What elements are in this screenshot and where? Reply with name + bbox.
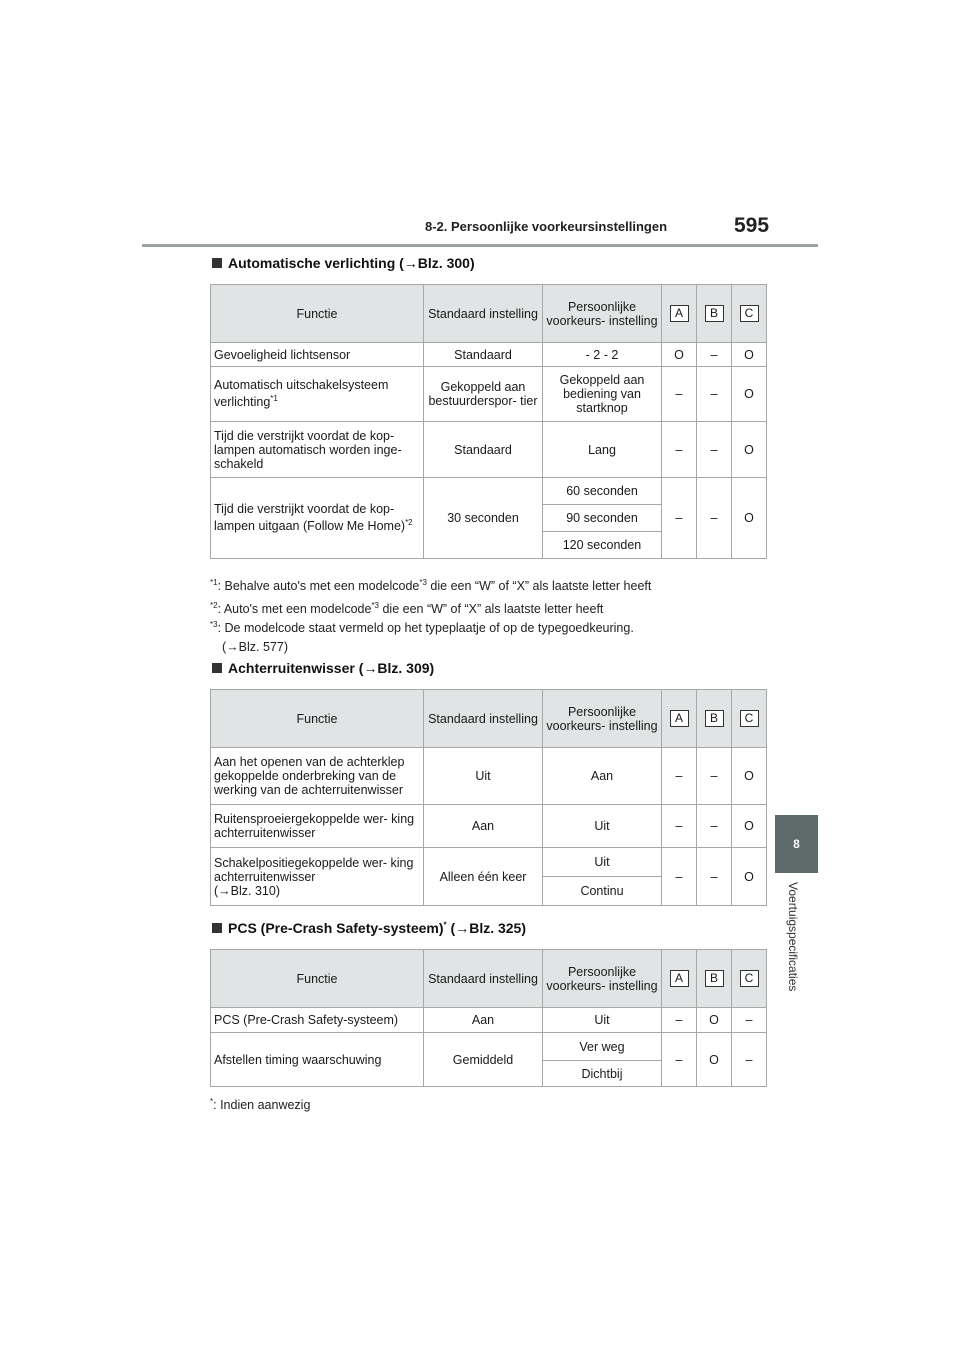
col-header-standaard: Standaard instelling (424, 950, 543, 1008)
bullet-square-icon (212, 663, 222, 673)
cell-b: – (697, 422, 732, 478)
footnote-2 (210, 601, 603, 616)
settings-table-auto-lights (210, 284, 767, 559)
function-text: Tijd die verstrijkt voordat de kop- lampen uitgaan (Follow Me Home) (214, 502, 406, 534)
cell-custom: Dichtbij (543, 1061, 662, 1087)
section-header: 8-2. Persoonlijke voorkeursinstellingen (425, 219, 668, 234)
section-heading-pcs (212, 920, 526, 936)
table-row (211, 422, 767, 478)
cell-c: – (732, 1033, 767, 1087)
cell-custom: 120 seconden (543, 532, 662, 559)
col-b-box: B (705, 710, 724, 727)
cell-b: – (697, 367, 732, 422)
cell-default: Standaard (424, 343, 543, 367)
function-text: Automatisch uitschakelsysteem verlichting (214, 378, 389, 410)
col-header-a (662, 690, 697, 748)
col-header-persoonlijk: Persoonlijke voorkeurs- instelling (543, 690, 662, 748)
col-header-standaard: Standaard instelling (424, 285, 543, 343)
cell-function: Tijd die verstrijkt voordat de kop- lampen automatisch worden inge- schakeld (211, 422, 424, 478)
footnote-mark: * (210, 1097, 214, 1106)
cell-custom: Uit (543, 805, 662, 848)
cell-a: – (662, 848, 697, 906)
col-header-a (662, 950, 697, 1008)
cell-function (211, 848, 424, 906)
cell-custom: Continu (543, 877, 662, 906)
col-header-functie: Functie (211, 285, 424, 343)
cell-a: – (662, 1033, 697, 1087)
cell-custom: 90 seconden (543, 505, 662, 532)
footnote-text: : Behalve auto's met een modelcode (217, 579, 420, 594)
cell-c: O (732, 805, 767, 848)
table-header-row (211, 690, 767, 748)
bullet-square-icon (212, 923, 222, 933)
footnote-text: : De modelcode staat vermeld op het typeplaatje of op de typegoedkeuring. (217, 621, 634, 636)
cell-custom: Gekoppeld aan bediening van startknop (543, 367, 662, 422)
col-header-a (662, 285, 697, 343)
section-heading-auto-lights (212, 255, 475, 271)
section-title: Automatische verlichting (→Blz. 300) (228, 255, 475, 271)
cell-default: Aan (424, 805, 543, 848)
cell-c: O (732, 848, 767, 906)
col-b-box: B (705, 970, 724, 987)
col-c-box: C (740, 710, 759, 727)
footnote-mark: *2 (210, 601, 218, 610)
cell-custom: Uit (543, 848, 662, 877)
table-row (211, 367, 767, 422)
settings-table-pcs (210, 949, 767, 1087)
footnote-text: : Indien aanwezig (213, 1098, 311, 1113)
col-header-b (697, 690, 732, 748)
footnote-text: : Auto's met een modelcode (217, 602, 372, 617)
cell-b: O (697, 1033, 732, 1087)
table-row (211, 848, 767, 877)
function-ref: (→Blz. 310) (214, 883, 280, 898)
cell-c: O (732, 478, 767, 559)
col-header-functie: Functie (211, 690, 424, 748)
chapter-label: Voertuigspecificaties (786, 882, 800, 992)
col-c-box: C (740, 305, 759, 322)
cell-a: – (662, 422, 697, 478)
footnote-3 (210, 620, 634, 635)
cell-default: Gemiddeld (424, 1033, 543, 1087)
footnote-text: die een “W” of “X” als laatste letter heeft (426, 579, 652, 594)
cell-function: Afstellen timing waarschuwing (211, 1033, 424, 1087)
page-number: 595 (734, 214, 770, 237)
section-heading-rear-wiper (212, 660, 434, 676)
footnote-ref: *3 (419, 578, 427, 587)
footnote-ref: *2 (405, 518, 413, 528)
col-c-box: C (740, 970, 759, 987)
table-row (211, 1008, 767, 1033)
footnote-ref: *3 (371, 601, 379, 610)
col-b-box: B (705, 305, 724, 322)
chapter-label-wrap (786, 882, 806, 1022)
footnote-mark: *3 (210, 620, 218, 629)
section-title: Achterruitenwisser (→Blz. 309) (228, 660, 435, 676)
header-rule (142, 244, 818, 247)
cell-custom: Aan (543, 748, 662, 805)
cell-b: – (697, 478, 732, 559)
footnote-mark: *1 (210, 578, 218, 587)
cell-b: – (697, 748, 732, 805)
cell-default: Aan (424, 1008, 543, 1033)
cell-custom: Lang (543, 422, 662, 478)
cell-default: 30 seconden (424, 478, 543, 559)
cell-a: O (662, 343, 697, 367)
section-title: PCS (Pre-Crash Safety-systeem) (228, 920, 444, 936)
table-row (211, 1033, 767, 1061)
cell-function (211, 478, 424, 559)
cell-default: Standaard (424, 422, 543, 478)
cell-function: PCS (Pre-Crash Safety-systeem) (211, 1008, 424, 1033)
footnote-text: die een “W” of “X” als laatste letter heeft (379, 602, 604, 617)
cell-function: Ruitensproeiergekoppelde wer- king achterruitenwisser (211, 805, 424, 848)
col-header-c (732, 690, 767, 748)
cell-custom: 60 seconden (543, 478, 662, 505)
cell-custom: Uit (543, 1008, 662, 1033)
footnote-ref: * (443, 920, 447, 930)
footnote-1 (210, 578, 651, 593)
cell-custom: Ver weg (543, 1033, 662, 1061)
col-header-functie: Functie (211, 950, 424, 1008)
cell-c: O (732, 748, 767, 805)
function-text: Schakelpositiegekoppelde wer- king achterruitenwisser (214, 855, 414, 884)
col-a-box: A (670, 710, 689, 727)
cell-default: Alleen één keer (424, 848, 543, 906)
bullet-square-icon (212, 258, 222, 268)
cell-b: – (697, 805, 732, 848)
cell-b: O (697, 1008, 732, 1033)
cell-a: – (662, 805, 697, 848)
cell-function: Aan het openen van de achterklep gekoppelde onderbreking van de werking van de achterruitenwisser (211, 748, 424, 805)
col-header-c (732, 950, 767, 1008)
col-a-box: A (670, 305, 689, 322)
cell-c: O (732, 422, 767, 478)
cell-default: Gekoppeld aan bestuurderspor- tier (424, 367, 543, 422)
footnote-3-line2: (→Blz. 577) (222, 640, 288, 654)
cell-custom: - 2 - 2 (543, 343, 662, 367)
table-header-row (211, 950, 767, 1008)
settings-table-rear-wiper (210, 689, 767, 906)
cell-function (211, 367, 424, 422)
table-row (211, 478, 767, 505)
cell-function: Gevoeligheid lichtsensor (211, 343, 424, 367)
cell-a: – (662, 367, 697, 422)
cell-a: – (662, 1008, 697, 1033)
table-row (211, 343, 767, 367)
table-row (211, 748, 767, 805)
chapter-tab: 8 (775, 815, 818, 873)
section-ref: (→Blz. 325) (446, 920, 527, 936)
cell-b: – (697, 343, 732, 367)
col-header-standaard: Standaard instelling (424, 690, 543, 748)
cell-a: – (662, 748, 697, 805)
col-a-box: A (670, 970, 689, 987)
cell-b: – (697, 848, 732, 906)
cell-a: – (662, 478, 697, 559)
col-header-persoonlijk: Persoonlijke voorkeurs- instelling (543, 950, 662, 1008)
col-header-b (697, 285, 732, 343)
cell-c: O (732, 367, 767, 422)
table-row (211, 805, 767, 848)
cell-default: Uit (424, 748, 543, 805)
col-header-b (697, 950, 732, 1008)
footnote-ref: *1 (270, 394, 278, 404)
table-header-row (211, 285, 767, 343)
footnote-indien (210, 1097, 310, 1112)
cell-c: O (732, 343, 767, 367)
col-header-c (732, 285, 767, 343)
cell-c: – (732, 1008, 767, 1033)
col-header-persoonlijk: Persoonlijke voorkeurs- instelling (543, 285, 662, 343)
